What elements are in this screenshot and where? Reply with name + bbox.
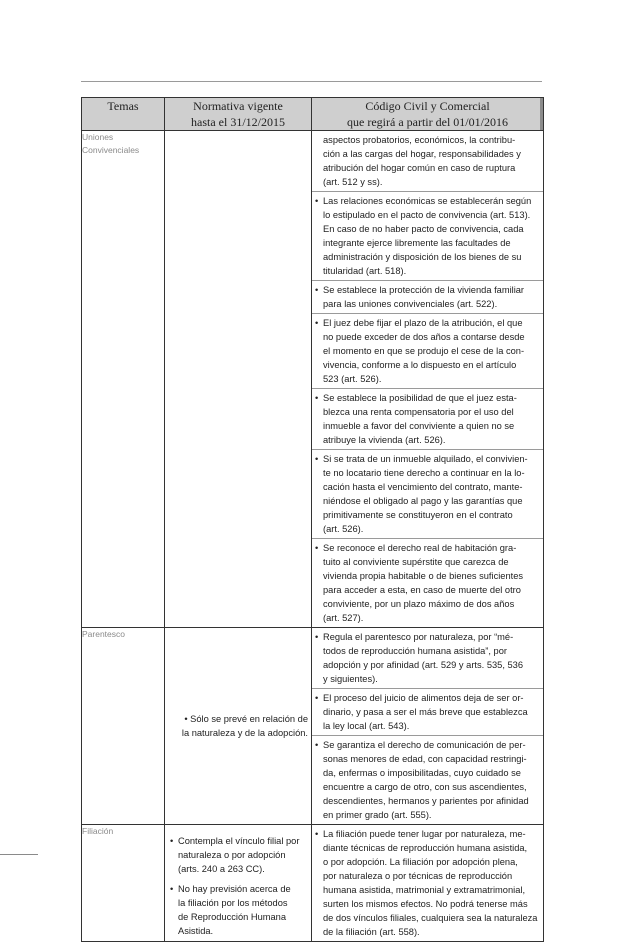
normativa-vigente-cell <box>165 628 312 825</box>
codigo-line: y siguientes). <box>323 674 378 684</box>
tema-label: Filiación <box>82 826 114 836</box>
codigo-item <box>312 825 543 941</box>
codigo-civil-cell <box>312 628 544 825</box>
codigo-item <box>312 449 543 538</box>
codigo-line: todos de reproducción humana asistida”, por <box>323 646 507 656</box>
codigo-item <box>312 131 543 191</box>
codigo-line: te no locatario tiene derecho a continuar en la lo- <box>323 468 525 478</box>
tema-label: Parentesco <box>82 629 125 639</box>
codigo-line: encuentre a cargo de otro, con sus ascendientes, <box>323 782 527 792</box>
codigo-line: • Se establece la protección de la vivienda familiar <box>323 285 525 295</box>
vigente-line: • Sólo se prevé en relación de <box>184 714 308 724</box>
codigo-line: para acceder a esta, en caso de muerte del otro <box>323 585 521 595</box>
codigo-line: cación hasta el vencimiento del contrato, mante- <box>323 482 523 492</box>
tema-cell <box>82 825 165 942</box>
codigo-line: • Se garantiza el derecho de comunicación de per- <box>323 740 526 750</box>
codigo-line: administración y disposición de los bienes de su <box>323 252 522 262</box>
vigente-line: (arts. 240 a 263 CC). <box>178 864 265 874</box>
header-temas: Temas <box>82 98 165 131</box>
codigo-item <box>312 538 543 627</box>
codigo-line: aspectos probatorios, económicos, la contribu- <box>323 135 516 145</box>
header-normativa-line2: hasta el 31/12/2015 <box>191 115 285 129</box>
codigo-line: niéndose el obligado al pago y las garantías que <box>323 496 523 506</box>
codigo-line: atribución del hogar común en caso de ruptura <box>323 163 516 173</box>
vigente-line: • Contempla el vínculo filial por <box>178 836 300 846</box>
codigo-line: vivencia, conforme a lo dispuesto en el artículo <box>323 360 517 370</box>
tema-cell <box>82 628 165 825</box>
tema-label: Uniones <box>82 132 114 142</box>
tema-cell <box>82 131 165 628</box>
codigo-line: lo estipulado en el pacto de convivencia (art. 513). <box>323 210 531 220</box>
codigo-line: • El proceso del juicio de alimentos deja de ser or- <box>323 693 524 703</box>
codigo-line: • El juez debe fijar el plazo de la atribución, el que <box>323 318 523 328</box>
codigo-line: sonas menores de edad, con capacidad restringi- <box>323 754 527 764</box>
codigo-line: • La filiación puede tener lugar por naturaleza, me- <box>323 829 526 839</box>
tema-label: Convivenciales <box>82 145 140 155</box>
codigo-line: de dos vínculos filiales, cualquiera sea la naturaleza <box>323 913 538 923</box>
codigo-civil-cell <box>312 825 544 942</box>
header-codigo-civil <box>312 98 544 131</box>
top-rule <box>81 81 542 82</box>
table-row <box>82 628 544 825</box>
codigo-line: En caso de no haber pacto de convivencia, cada <box>323 224 524 234</box>
codigo-line: vivienda propia habitable o de bienes suficientes <box>323 571 524 581</box>
codigo-line: diante técnicas de reproducción humana asistida, <box>323 843 528 853</box>
codigo-line: por naturaleza o por técnicas de reproducción <box>323 871 513 881</box>
codigo-item <box>312 191 543 280</box>
header-codigo-line1: Código Civil y Comercial <box>365 99 490 113</box>
codigo-line: atribuye la vivienda (art. 526). <box>323 435 446 445</box>
codigo-line: (art. 527). <box>323 613 364 623</box>
codigo-item <box>312 388 543 449</box>
bottom-rule <box>0 854 38 855</box>
codigo-line: (art. 512 y ss). <box>323 177 383 187</box>
codigo-line: el momento en que se produjo el cese de la con- <box>323 346 525 356</box>
codigo-line: (art. 526). <box>323 524 364 534</box>
codigo-line: humana asistida, matrimonial y extramatrimonial, <box>323 885 526 895</box>
table-row <box>82 825 544 942</box>
codigo-line: • Las relaciones económicas se establecerán según <box>323 196 532 206</box>
comparison-table <box>81 97 544 942</box>
normativa-vigente-cell <box>165 131 312 628</box>
table-row <box>82 131 544 628</box>
vigente-line: • No hay previsión acerca de <box>178 884 291 894</box>
codigo-line: primitivamente se constituyeron en el contrato <box>323 510 513 520</box>
codigo-line: tuito al conviviente supérstite que carezca de <box>323 557 509 567</box>
codigo-line: • Se reconoce el derecho real de habitación gra- <box>323 543 517 553</box>
codigo-line: la ley local (art. 543). <box>323 721 410 731</box>
codigo-line: integrante ejerce libremente las facultades de <box>323 238 511 248</box>
codigo-civil-cell <box>312 131 544 628</box>
codigo-line: o por adopción. La filiación por adopción plena, <box>323 857 518 867</box>
codigo-line: descendientes, hermanos y parientes por afinidad <box>323 796 529 806</box>
codigo-line: • Regula el parentesco por naturaleza, por “mé- <box>323 632 514 642</box>
codigo-line: no puede exceder de dos años a contarse desde <box>323 332 525 342</box>
codigo-line: 523 (art. 526). <box>323 374 382 384</box>
codigo-line: adopción y por afinidad (art. 529 y arts. 535, 536 <box>323 660 524 670</box>
codigo-item <box>312 735 543 824</box>
codigo-item <box>312 280 543 313</box>
vigente-line: de Reproducción Humana <box>178 912 287 922</box>
codigo-line: para las uniones convivenciales (art. 522). <box>323 299 498 309</box>
codigo-line: surten los mismos efectos. No podrá tenerse más <box>323 899 528 909</box>
header-codigo-line2: que regirá a partir del 01/01/2016 <box>347 115 508 129</box>
normativa-vigente-cell <box>165 825 312 942</box>
header-normativa-line1: Normativa vigente <box>193 99 283 113</box>
vigente-item <box>165 879 311 941</box>
codigo-line: titularidad (art. 518). <box>323 266 407 276</box>
codigo-line: ción a las cargas del hogar, responsabilidades y <box>323 149 521 159</box>
codigo-line: da, enfermas o imposibilitadas, cuyo cuidado se <box>323 768 521 778</box>
codigo-line: blezca una renta compensatoria por el uso del <box>323 407 514 417</box>
codigo-item <box>312 628 543 688</box>
codigo-item <box>312 313 543 388</box>
codigo-item <box>312 688 543 735</box>
codigo-line: de la filiación (art. 558). <box>323 927 420 937</box>
codigo-line: inmueble a favor del conviviente a quien no se <box>323 421 515 431</box>
codigo-line: conviviente, por un plazo máximo de dos años <box>323 599 515 609</box>
vigente-item <box>165 831 311 879</box>
header-row <box>82 98 544 131</box>
codigo-line: en primer grado (art. 555). <box>323 810 432 820</box>
codigo-line: • Si se trata de un inmueble alquilado, el convivien- <box>323 454 528 464</box>
vigente-line: Asistida. <box>178 926 214 936</box>
vigente-line: la naturaleza y de la adopción. <box>181 728 308 738</box>
codigo-line: • Se establece la posibilidad de que el juez esta- <box>323 393 517 403</box>
vigente-line: la filiación por los métodos <box>178 898 288 908</box>
vigente-item <box>165 712 311 740</box>
codigo-line: dinario, y pasa a ser el más breve que establezca <box>323 707 528 717</box>
header-normativa-vigente <box>165 98 312 131</box>
vigente-line: naturaleza o por adopción <box>178 850 286 860</box>
